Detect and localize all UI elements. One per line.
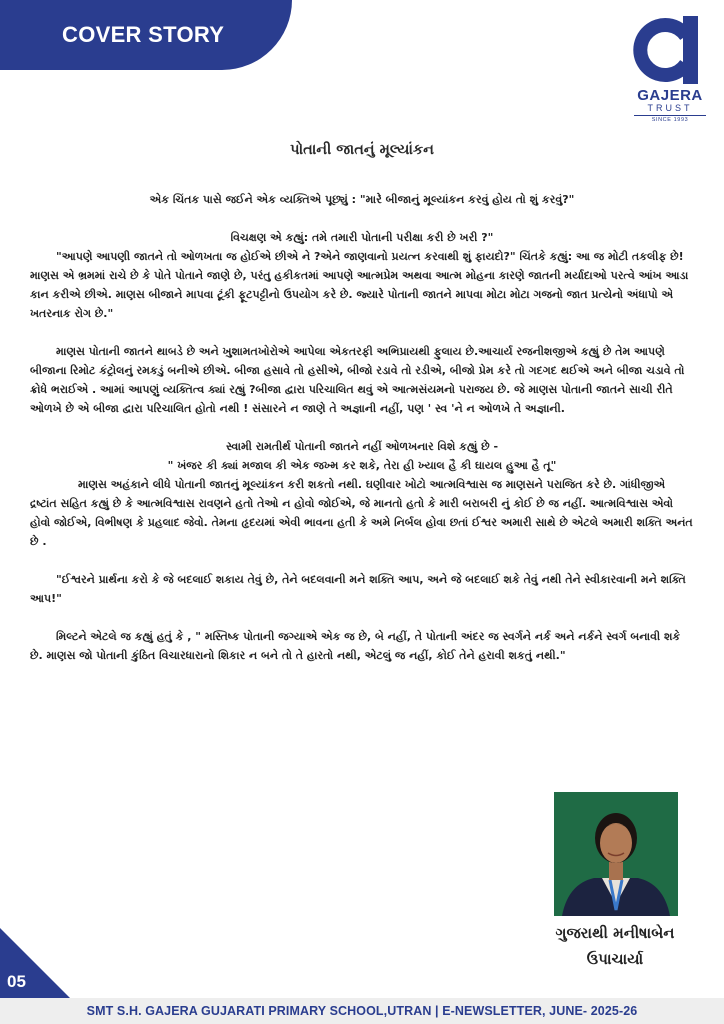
page-number: 05 bbox=[7, 972, 26, 991]
prayer-quote: "ઈશ્વરને પ્રાર્થના કરો કે જે બદલાઈ શકાય તેવું છે, તેને બદલવાની મને શક્તિ આપ, અને જે બદલાઈ શકે તેવું નથી તેને સ્વીકારવાની મને શક્તિ આપ!" bbox=[30, 573, 686, 605]
logo-trust: TRUST bbox=[647, 103, 693, 113]
quote-intro: સ્વામી રામતીર્થ પોતાની જાતને નહીં ઓળખનાર વિશે કહ્યું છે - bbox=[225, 440, 499, 453]
author-name: ગુજરાથી મનીષાબેન bbox=[555, 924, 675, 942]
article-body bbox=[30, 190, 694, 665]
author-portrait-icon bbox=[554, 792, 678, 916]
gajera-trust-logo bbox=[628, 14, 712, 124]
article-paragraph: માણસ અહંકાને લીધે પોતાની જાતનું મૂલ્યાંકન કરી શકતો નથી. ઘણીવાર ખોટો આત્મવિશ્વાસ જ માણસને પરાજિત કરે છે. ગાંધીજીએ દ્રષ્ટાંત સહિત કહ્યું છે કે આત્મવિશ્વાસ રાવણને હતો તેઓ ન હોવો જોઈએ, જે માનતો હતો કે મારી બરાબરી નું કોઈ છે જ નહીં. આત્મવિશ્વાસ એવો હોવો જોઈએ, વિભીષણ કે પ્રહલાદ જેવો. તેમના હૃદયમાં એવી ભાવના હતી કે અમે નિર્બલ હોવા છતાં ઈશ્વર અમારી સાથે છે એટલે અમારી શક્તિ અનંત છે . bbox=[30, 478, 693, 548]
article-question: વિચક્ષણ એ કહ્યું: તમે તમારી પોતાની પરીક્ષા કરી છે ખરી ?" bbox=[230, 231, 494, 244]
section-label: COVER STORY bbox=[62, 22, 225, 47]
author-photo bbox=[554, 792, 678, 916]
logo-name: GAJERA bbox=[637, 87, 703, 104]
author-role: ઉપાચાર્યા bbox=[586, 950, 644, 968]
article-paragraph: માણસ પોતાની જાતને થાબડે છે અને ખુશામતખોરોએ આપેલા એકતરફી અભિપ્રાયથી ફુલાય છે.આચાર્ય રજનીશજીએ કહ્યું છે તેમ આપણે બીજાના રિમોટ કંટ્રોલનું રમકડું બનીએ છીએ. બીજા હસાવે તો હસીએ, બીજો રડાવે તો રડીએ, બીજો પ્રેમ કરે તો ગદગદ થઈએ અને બીજા ચડાવે તો ક્રોધે ભરાઈએ . આમાં આપણું વ્યક્તિત્વ ક્યાં રહ્યું ?બીજા દ્વારા પરિચાલિત થવું એ આત્મસંયમનો પરાજય છે. જે માણસ પોતાની જાતને સાચી રીતે ઓળખે છે એ બીજા દ્વારા પરિચાલિત હોતો નથી ! સંસારને ન જાણે તે અજ્ઞાની નહીં, પણ ' સ્વ 'ને ન ઓળખે તે અજ્ઞાની. bbox=[30, 345, 685, 415]
milton-quote: મિલ્ટને એટલે જ કહ્યું હતું કે , " મસ્તિષ્ક પોતાની જગ્યાએ એક જ છે, બે નહીં, તે પોતાની અંદર જ સ્વર્ગને નર્ક અને નર્કને સ્વર્ગ બનાવી શકે છે. માણસ જો પોતાની કુંઠિત વિચારધારાનો શિકાર ન બને તો તે હારતો નથી, એટલું જ નહીં, કોઈ તેને હરાવી શકતું નથી." bbox=[30, 630, 681, 662]
footer-text: SMT S.H. GAJERA GUJARATI PRIMARY SCHOOL,UTRAN | E-NEWSLETTER, JUNE- 2025-26 bbox=[86, 1004, 638, 1018]
footer-bar bbox=[0, 998, 724, 1024]
article-paragraph: "આપણે આપણી જાતને તો ઓળખતા જ હોઈએ છીએ ને ?એને જાણવાનો પ્રયત્ન કરવાથી શું ફાયદો?" ચિંતકે કહ્યું: આ જ મોટી તકલીફ છે! માણસ એ ભ્રમમાં રાચે છે કે પોતે પોતાને જાણે છે, પરંતુ હકીકતમાં આપણે આત્મપ્રેમ અથવા આત્મ મોહના કારણે જાતની મર્યાદાઓ પરત્વે આંખ આડા કાન કરીએ છીએ. માણસ બીજાને માપવા ટૂંકી ફૂટપટ્ટીનો ઉપયોગ કરે છે. જ્યારે પોતાની જાતને માપવા મોટા મોટા ગજનો જાત પ્રત્યેનો અંધાપો એ ખતરનાક રોગ છે." bbox=[30, 250, 689, 320]
article-intro: એક ચિંતક પાસે જઈને એક વ્યક્તિએ પૂછ્યું : "મારે બીજાનું મૂલ્યાંકન કરવું હોય તો શું કરવું?" bbox=[149, 193, 575, 206]
gajera-logo-icon bbox=[633, 14, 707, 86]
cover-story-banner bbox=[0, 0, 292, 70]
quote-text: " ખંજર કી ક્યાં મજાલ કી એક જખ્મ કર શકે, તેરા હી ખ્યાલ હૈ કી ઘાયલ હુઆ હૈ તૂ" bbox=[167, 459, 557, 472]
logo-since: SINCE 1993 bbox=[634, 115, 706, 124]
article-title: પોતાની જાતનું મૂલ્યાંકન bbox=[290, 142, 434, 158]
